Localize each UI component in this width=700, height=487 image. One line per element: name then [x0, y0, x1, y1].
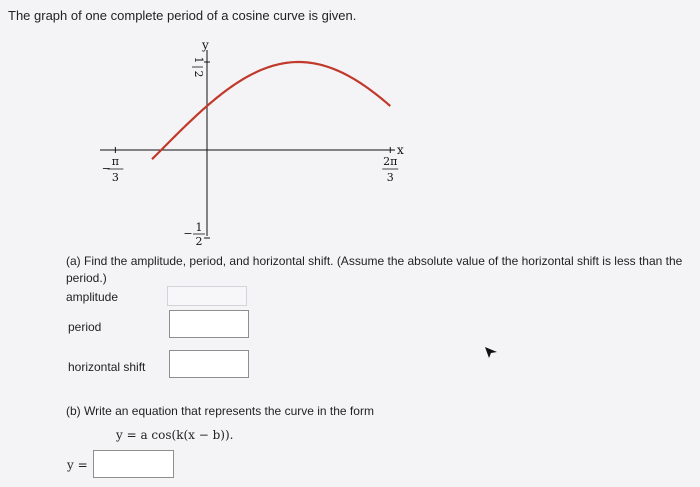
mouse-cursor-icon: [484, 345, 498, 359]
amplitude-input[interactable]: [167, 286, 247, 306]
period-input[interactable]: [169, 310, 249, 338]
x-tick-numerator: π: [111, 155, 119, 168]
y-tick-numerator: 1: [195, 221, 203, 234]
cosine-graph: [100, 36, 420, 246]
x-tick-sign: −: [101, 162, 111, 175]
x-tick-numerator: 2π: [383, 155, 398, 168]
part-b-prompt: (b) Write an equation that represents the curve in the form: [66, 404, 374, 418]
cosine-curve: [152, 62, 390, 159]
period-label: period: [68, 320, 102, 334]
y-tick-numerator: 1: [192, 56, 205, 64]
equation-form: y = a cos(k(x − b)).: [116, 428, 234, 442]
x-tick-denominator: 3: [386, 171, 394, 184]
y-tick-denominator: 2: [192, 70, 205, 78]
equation-input[interactable]: [93, 450, 174, 478]
x-axis-label: x: [397, 143, 404, 157]
part-a-prompt: (a) Find the amplitude, period, and horizontal shift. (Assume the absolute value of the horizontal shift is less than the period.): [66, 254, 683, 285]
y-axis-label: y: [202, 38, 209, 52]
y-tick-sign: −: [183, 227, 193, 240]
x-tick-denominator: 3: [111, 171, 119, 184]
problem-intro: The graph of one complete period of a cosine curve is given.: [8, 8, 357, 23]
y-equals-label: y =: [67, 458, 88, 472]
horizontal-shift-input[interactable]: [169, 350, 249, 378]
y-tick-denominator: 2: [195, 235, 203, 246]
amplitude-label: amplitude: [66, 290, 119, 304]
y-tick-label-top: [192, 57, 205, 78]
horizontal-shift-label: horizontal shift: [68, 360, 146, 374]
